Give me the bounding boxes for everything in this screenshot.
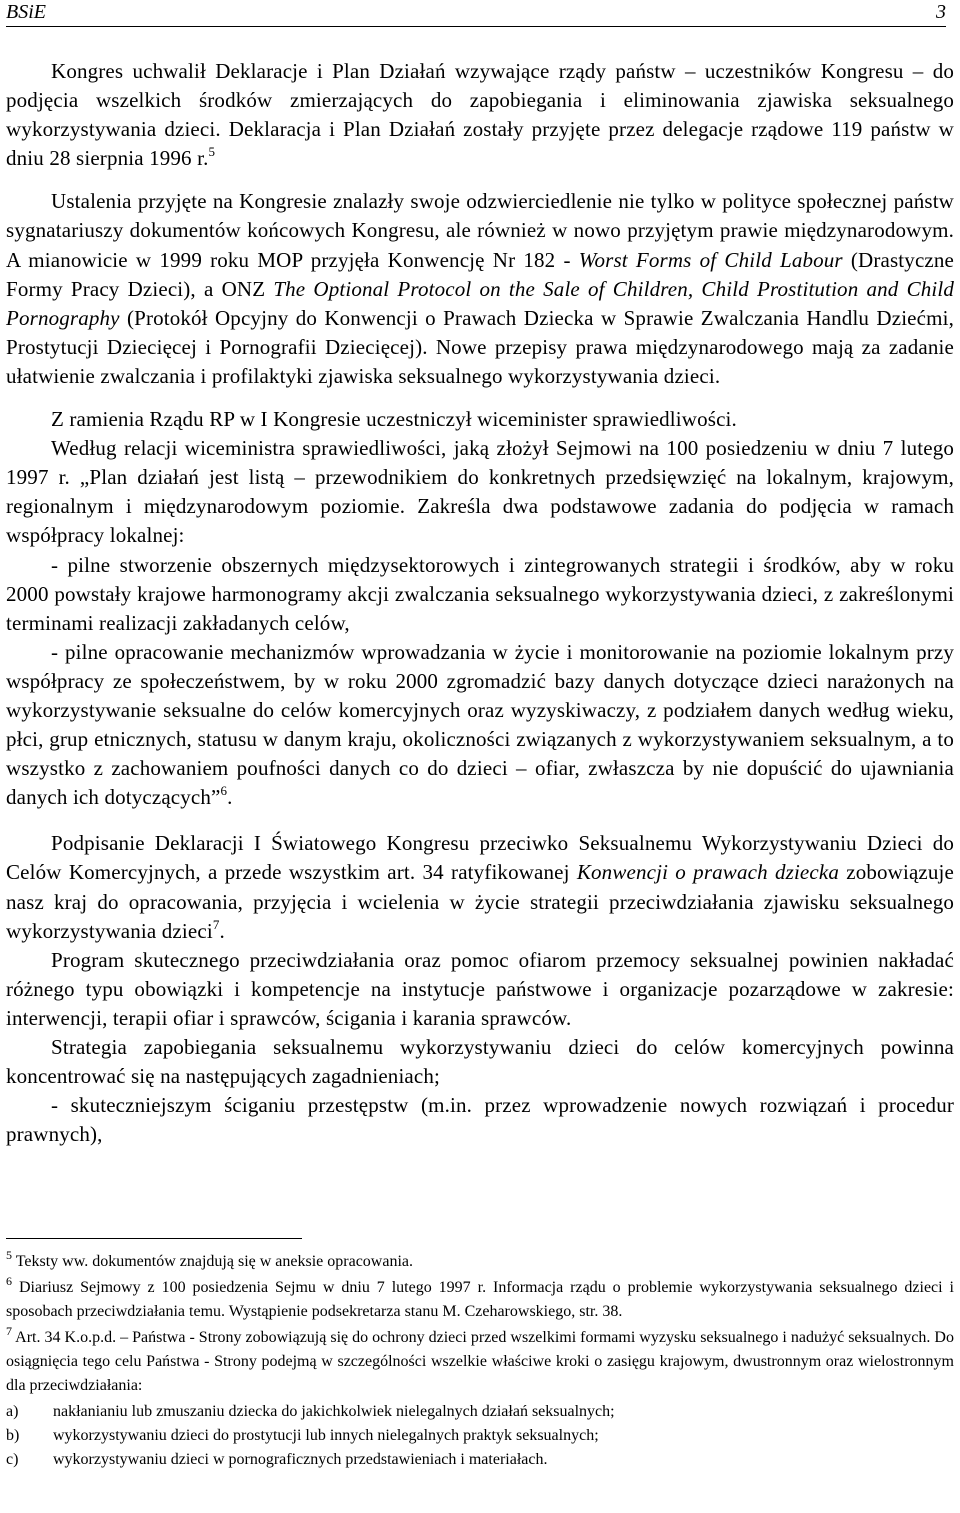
list-item-prosecution: - skuteczniejszym ściganiu przestępstw (m.in. przez wprowadzenie nowych rozwiązań i procedur prawnych), [6,1093,954,1147]
footnote-6: $^6$ Diariusz Sejmowy z 100 posiedzenia Sejmu w dniu 7 lutego 1997 r. Informacja rządu o problemie wykorzystywania seksualnego dzieci i sposobach przeciwdziałania temu. Wystąpienie podsekretarza stanu M. Czeharowskiego, str. 38. [6,1274,955,1320]
footnote-5: $^5$ Teksty ww. dokumentów znajdują się w aneksie opracowania. [6,1248,413,1270]
paragraph-program: Program skutecznego przeciwdziałania oraz pomoc ofiarom przemocy seksualnej powinien nakładać różnego typu obowiązki i kompetencje na instytucje państwowe i organizacje pozarządowe w zakresie: interwencji, terapii ofiar i sprawców, ścigania i karania sprawców. [6,947,954,1030]
footnotes [6,1250,954,1472]
footnote-ref-7: 7 [212,916,220,932]
footnote-list-item: a) nakłanianiu lub zmuszaniu dziecka do jakichkolwiek nielegalnych działań seksualnych; [6,1403,615,1420]
paragraph-international-law: Ustalenia przyjęte na Kongresie znalazły swoje odzwierciedlenie nie tylko w polityce społecznej państw sygnatariuszy dokumentów końcowych Kongresu, ale również w nowo przyjętym prawie międzynarodowym. A mianowicie w 1999 roku MOP przyjęła Konwencję Nr 182 - Worst Forms of Child Labour (Drastyczne Formy Pracy Dzieci), a ONZ The Optional Protocol on the Sale of Children, Child Prostitution and Child Pornography (Protokół Opcyjny do Konwencji o Prawach Dziecka w Sprawie Zwalczania Handlu Dziećmi, Prostytucji Dziecięcej i Pornografii Dziecięcej). Nowe przepisy prawa międzynarodowego mają za zadanie ułatwienie zwalczania i profilaktyki zjawiska seksualnego wykorzystywania dzieci. [6,189,955,388]
footnote-7: $^7$ Art. 34 K.o.p.d. – Państwa - Strony zobowiązują się do ochrony dzieci przed wszelkimi formami wyzysku seksualnego i nadużyć seksualnych. Do osiągnięcia tego celu Państwa - Strony podejmą w szczególności wszelkie właściwe kroki o zasięgu krajowym, dwustronnym oraz wielostronnym dla przeciwdziałania: [6,1324,954,1394]
convention-rights-child: Konwencji o prawach dziecka [576,860,839,885]
paragraph-strategy: Strategia zapobiegania seksualnemu wykorzystywaniu dzieci do celów komercyjnych powinna koncentrować się na następujących zagadnieniach; [6,1035,954,1089]
footnote-rule [6,1238,302,1239]
header-rule [6,26,946,27]
list-item-mechanisms: - pilne opracowanie mechanizmów wprowadzania w życie i monitorowanie na poziomie lokalnym przy współpracy ze społeczeństwem, by w roku 2000 zgromadzić bazy danych dotyczące dzieci narażonych na wykorzystywanie seksualne do celów komercyjnych oraz wyzyskiwaczy, z podziałem danych według wieku, płci, grup etnicznych, statusu w danym kraju, okoliczności związanych z wykorzystywaniem seksualnym, a to wszystko z zachowaniem poufności danych co do dzieci – ofiar, zwłaszcza by nie dopuścić do ujawniania danych ich dotyczących”$^6$. [6,639,954,810]
header-journal-name: BSiE [6,1,46,23]
footnote-list-item: c) wykorzystywaniu dzieci w pornograficznych przedstawieniach i materiałach. [6,1451,548,1468]
convention-title: Worst Forms of Child Labour [578,247,843,272]
paragraph-declaration-signing: Podpisanie Deklaracji I Światowego Kongresu przeciwko Seksualnemu Wykorzystywaniu Dzieci do Celów Komercyjnych, a przede wszystkim art. 34 ratyfikowanej Konwencji o prawach dziecka zobowiązuje nasz kraj do opracowania, przyjęcia i wcielenia w życie strategii przeciwdziałania zjawisku seksualnego wykorzystywania dzieci$^7$. [6,831,955,943]
paragraph-deputy-minister-report: Według relacji wiceministra sprawiedliwości, jaką złożył Sejmowi na 100 posiedzeniu w dniu 7 lutego 1997 r. „Plan działań jest listą – przewodnikiem do konkretnych przedsięwzięć na lokalnym, krajowym, regionalnym i międzynarodowym poziomie. Zakreśla dwa podstawowe zadania do podjęcia w ramach współpracy lokalnej: [6,436,954,548]
body-text [6,57,954,1149]
protocol-title: The Optional Protocol on the Sale of Children, Child Prostitution and Child Pornography [6,276,954,330]
paragraph-polish-representative: Z ramienia Rządu RP w I Kongresie uczestniczył wiceminister sprawiedliwości. [51,407,737,432]
running-header [6,0,946,28]
footnote-ref-6: 6 [220,783,228,799]
list-item-strategies: - pilne stworzenie obszernych międzysektorowych i zintegrowanych strategii i środków, aby w roku 2000 powstały krajowe harmonogramy akcji zwalczania seksualnego wykorzystywania dzieci, z zakreślonymi terminami realizacji zakładanych celów, [6,552,954,635]
header-page-number: 3 [936,1,946,23]
paragraph-congress-declaration: Kongres uchwalił Deklaracje i Plan Działań wzywające rządy państw – uczestników Kongresu – do podjęcia wszelkich środków zmierzających do zapobiegania i eliminowania zjawiska seksualnego wykorzystywania dzieci. Deklaracja i Plan Działań zostały przyjęte przez delegacje rządowe 119 państw w dniu 28 sierpnia 1996 r.$^5$ [6,59,954,171]
footnote-ref-5: 5 [208,144,216,160]
footnote-list-item: b) wykorzystywaniu dzieci do prostytucji lub innych nielegalnych praktyk seksualnych; [6,1427,599,1444]
